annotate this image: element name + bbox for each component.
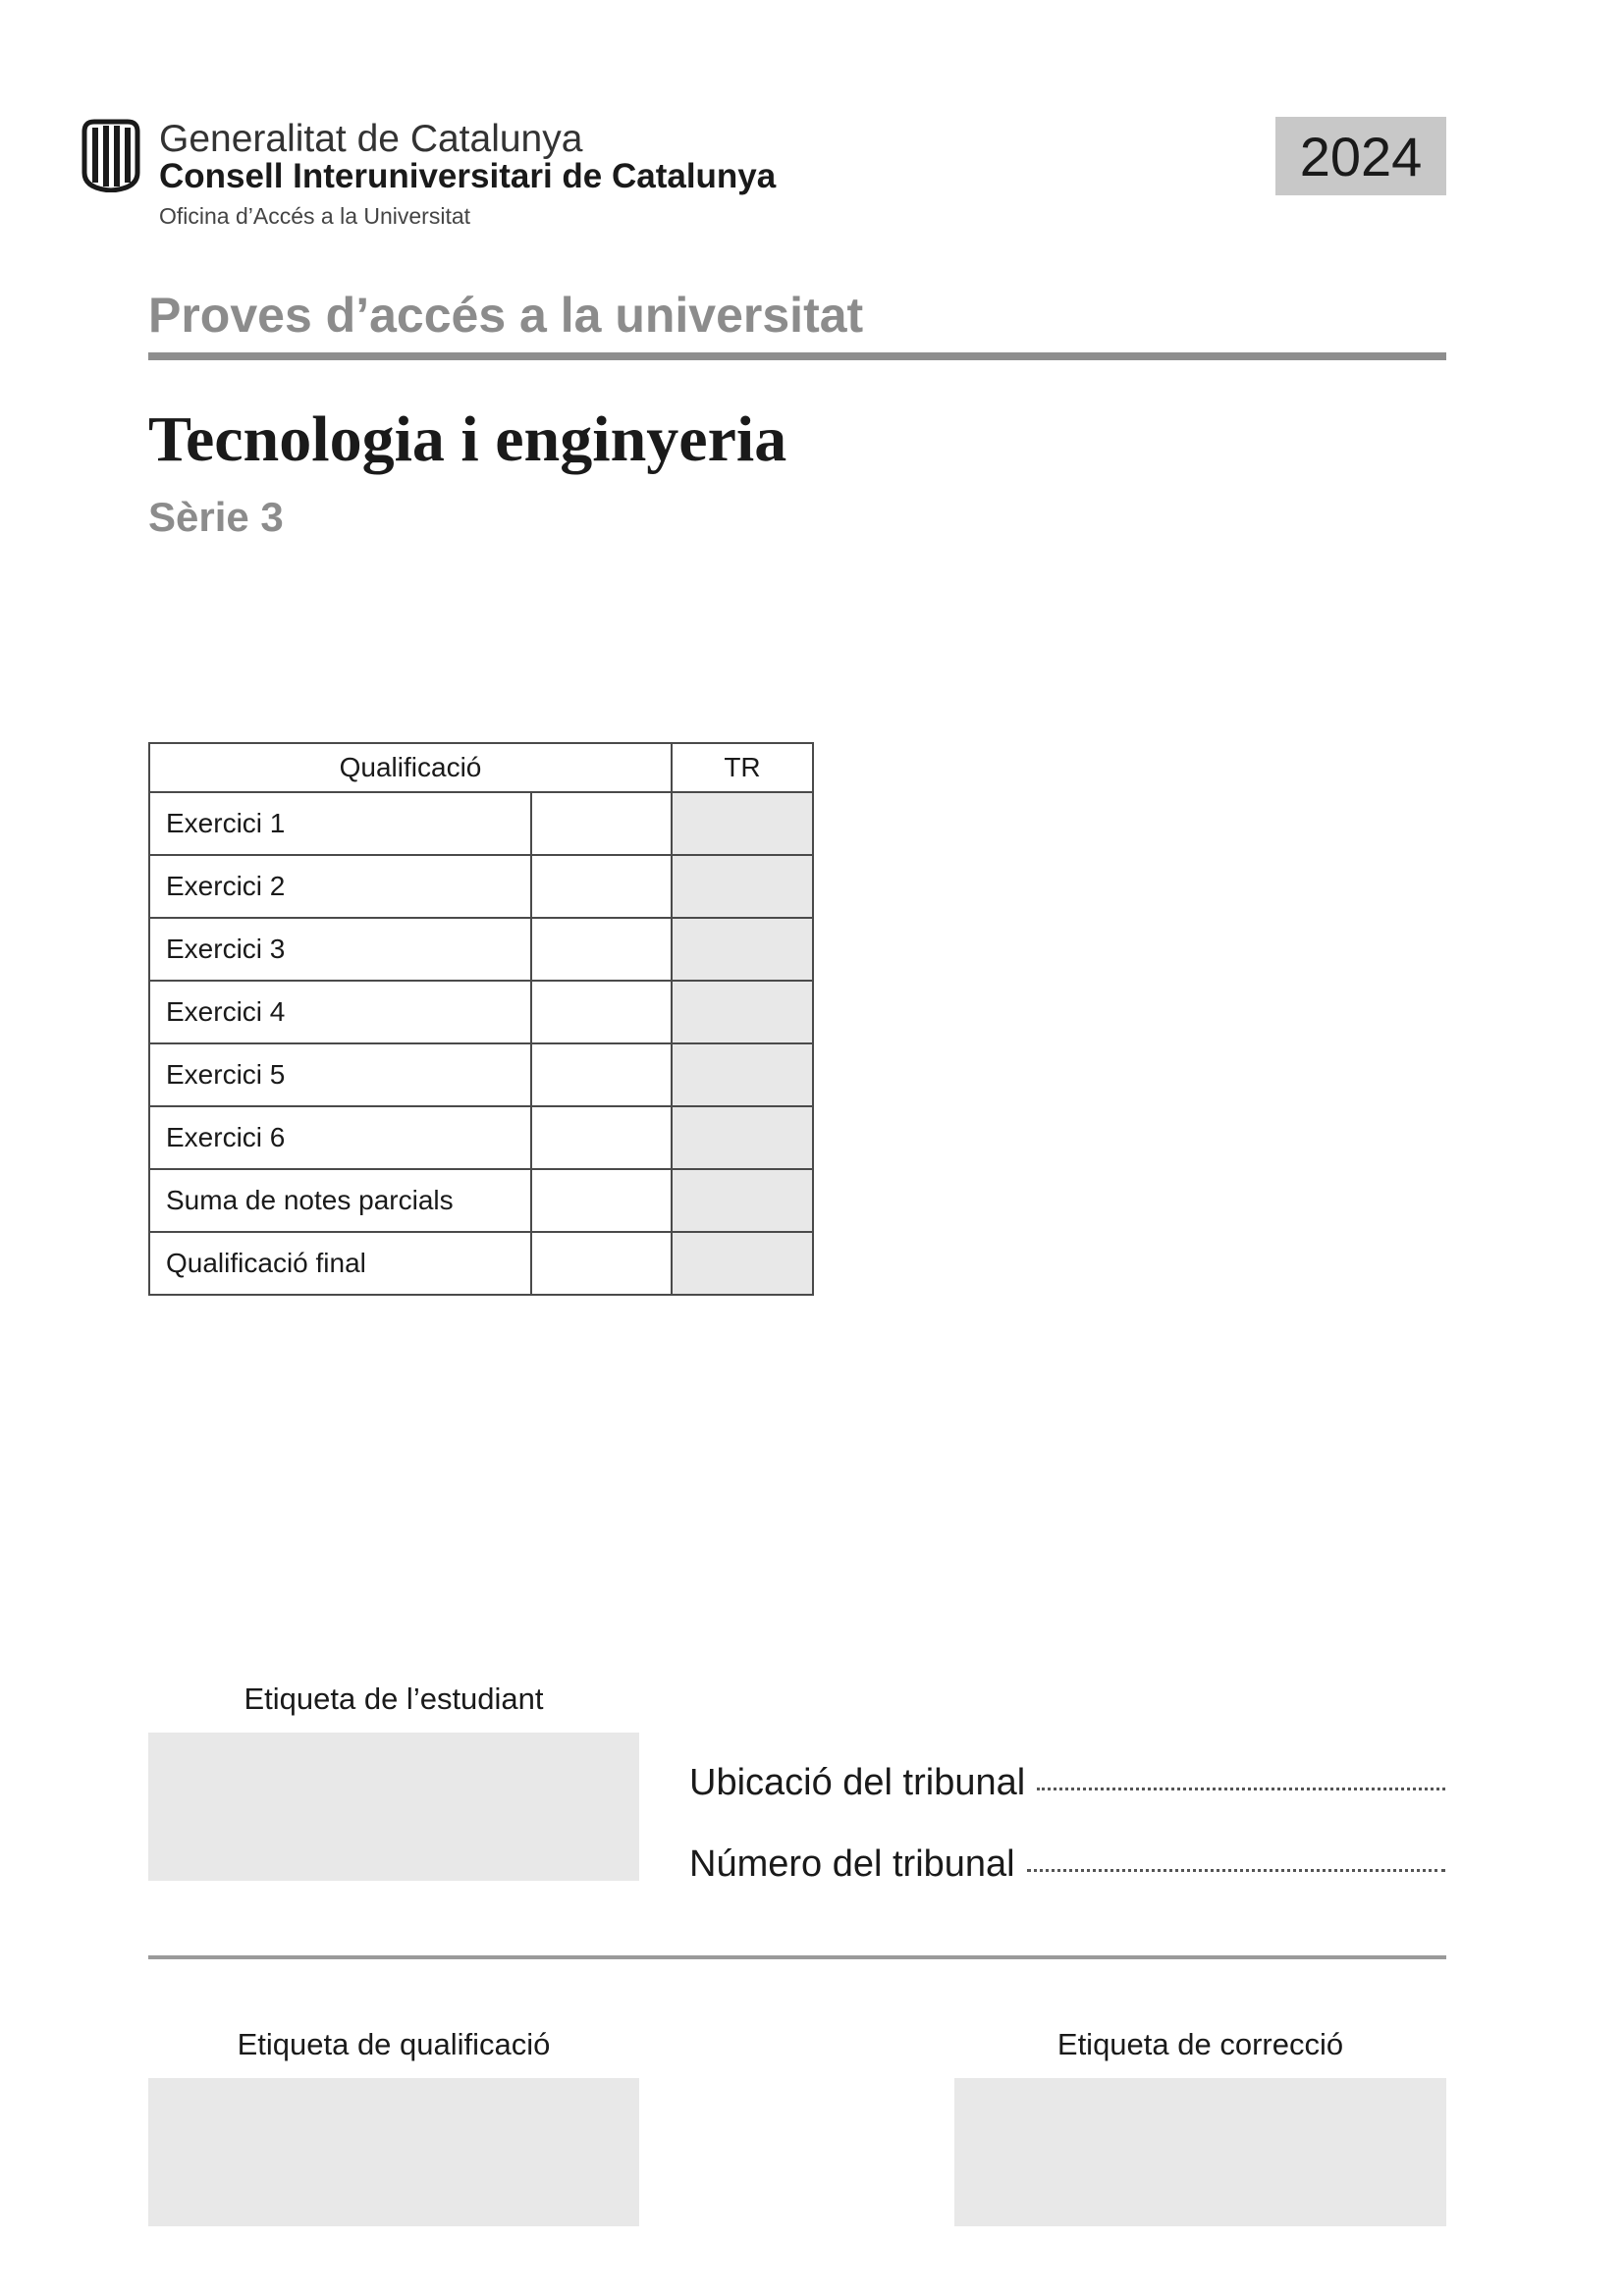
grade-score-cell[interactable] bbox=[531, 792, 672, 855]
grade-table-row bbox=[149, 918, 813, 981]
tribunal-location-label: Ubicació del tribunal bbox=[689, 1762, 1026, 1803]
grade-row-label: Exercici 6 bbox=[149, 1106, 531, 1169]
grade-table-row bbox=[149, 1169, 813, 1232]
student-label-box bbox=[148, 1733, 639, 1881]
exam-type-title: Proves d’accés a la universitat bbox=[148, 288, 864, 343]
grade-tr-cell[interactable] bbox=[672, 1106, 813, 1169]
grade-tr-cell[interactable] bbox=[672, 1169, 813, 1232]
grade-row-label: Exercici 2 bbox=[149, 855, 531, 918]
org-name-consell: Consell Interuniversitari de Catalunya bbox=[159, 157, 777, 195]
grade-table-row bbox=[149, 855, 813, 918]
grade-table-row bbox=[149, 1106, 813, 1169]
grade-row-label: Exercici 3 bbox=[149, 918, 531, 981]
grade-table-row bbox=[149, 1232, 813, 1295]
grade-tr-cell[interactable] bbox=[672, 792, 813, 855]
grade-header-tr: TR bbox=[672, 743, 813, 792]
subject-title: Tecnologia i enginyeria bbox=[148, 403, 787, 475]
correction-label-caption: Etiqueta de correcció bbox=[1056, 2027, 1344, 2061]
serie-label: Sèrie 3 bbox=[148, 494, 284, 540]
year-badge: 2024 bbox=[1275, 117, 1446, 195]
grade-header-label: Qualificació bbox=[149, 743, 672, 792]
grade-tr-cell[interactable] bbox=[672, 1043, 813, 1106]
catalonia-bars-emblem-icon bbox=[79, 118, 143, 192]
org-name-generalitat: Generalitat de Catalunya bbox=[159, 118, 583, 160]
grade-score-cell[interactable] bbox=[531, 1106, 672, 1169]
grade-row-label: Exercici 5 bbox=[149, 1043, 531, 1106]
grade-table-row bbox=[149, 981, 813, 1043]
tribunal-number-label: Número del tribunal bbox=[689, 1843, 1015, 1885]
grade-score-cell[interactable] bbox=[531, 981, 672, 1043]
grade-row-label: Exercici 4 bbox=[149, 981, 531, 1043]
header-divider bbox=[148, 352, 1446, 360]
grade-tr-cell[interactable] bbox=[672, 918, 813, 981]
grade-score-cell[interactable] bbox=[531, 855, 672, 918]
tribunal-location-row bbox=[689, 1762, 1445, 1804]
student-label-caption: Etiqueta de l’estudiant bbox=[244, 1682, 544, 1716]
grade-score-cell[interactable] bbox=[531, 1043, 672, 1106]
grade-label-box bbox=[148, 2078, 639, 2226]
grade-score-cell[interactable] bbox=[531, 918, 672, 981]
grade-score-cell[interactable] bbox=[531, 1232, 672, 1295]
grade-table-row bbox=[149, 1043, 813, 1106]
grade-table-row bbox=[149, 792, 813, 855]
grade-tr-cell[interactable] bbox=[672, 855, 813, 918]
section-divider bbox=[148, 1955, 1446, 1959]
grade-row-label: Qualificació final bbox=[149, 1232, 531, 1295]
grade-table-header bbox=[149, 743, 813, 792]
grade-tr-cell[interactable] bbox=[672, 981, 813, 1043]
grade-row-label: Suma de notes parcials bbox=[149, 1169, 531, 1232]
grade-tr-cell[interactable] bbox=[672, 1232, 813, 1295]
tribunal-number-row bbox=[689, 1843, 1445, 1886]
grade-table bbox=[148, 742, 814, 1296]
grade-label-caption: Etiqueta de qualificació bbox=[237, 2027, 551, 2061]
org-name-oficina: Oficina d’Accés a la Universitat bbox=[159, 203, 471, 229]
correction-label-box bbox=[954, 2078, 1446, 2226]
grade-score-cell[interactable] bbox=[531, 1169, 672, 1232]
tribunal-location-field[interactable] bbox=[1037, 1788, 1445, 1790]
tribunal-number-field[interactable] bbox=[1027, 1869, 1445, 1872]
grade-row-label: Exercici 1 bbox=[149, 792, 531, 855]
